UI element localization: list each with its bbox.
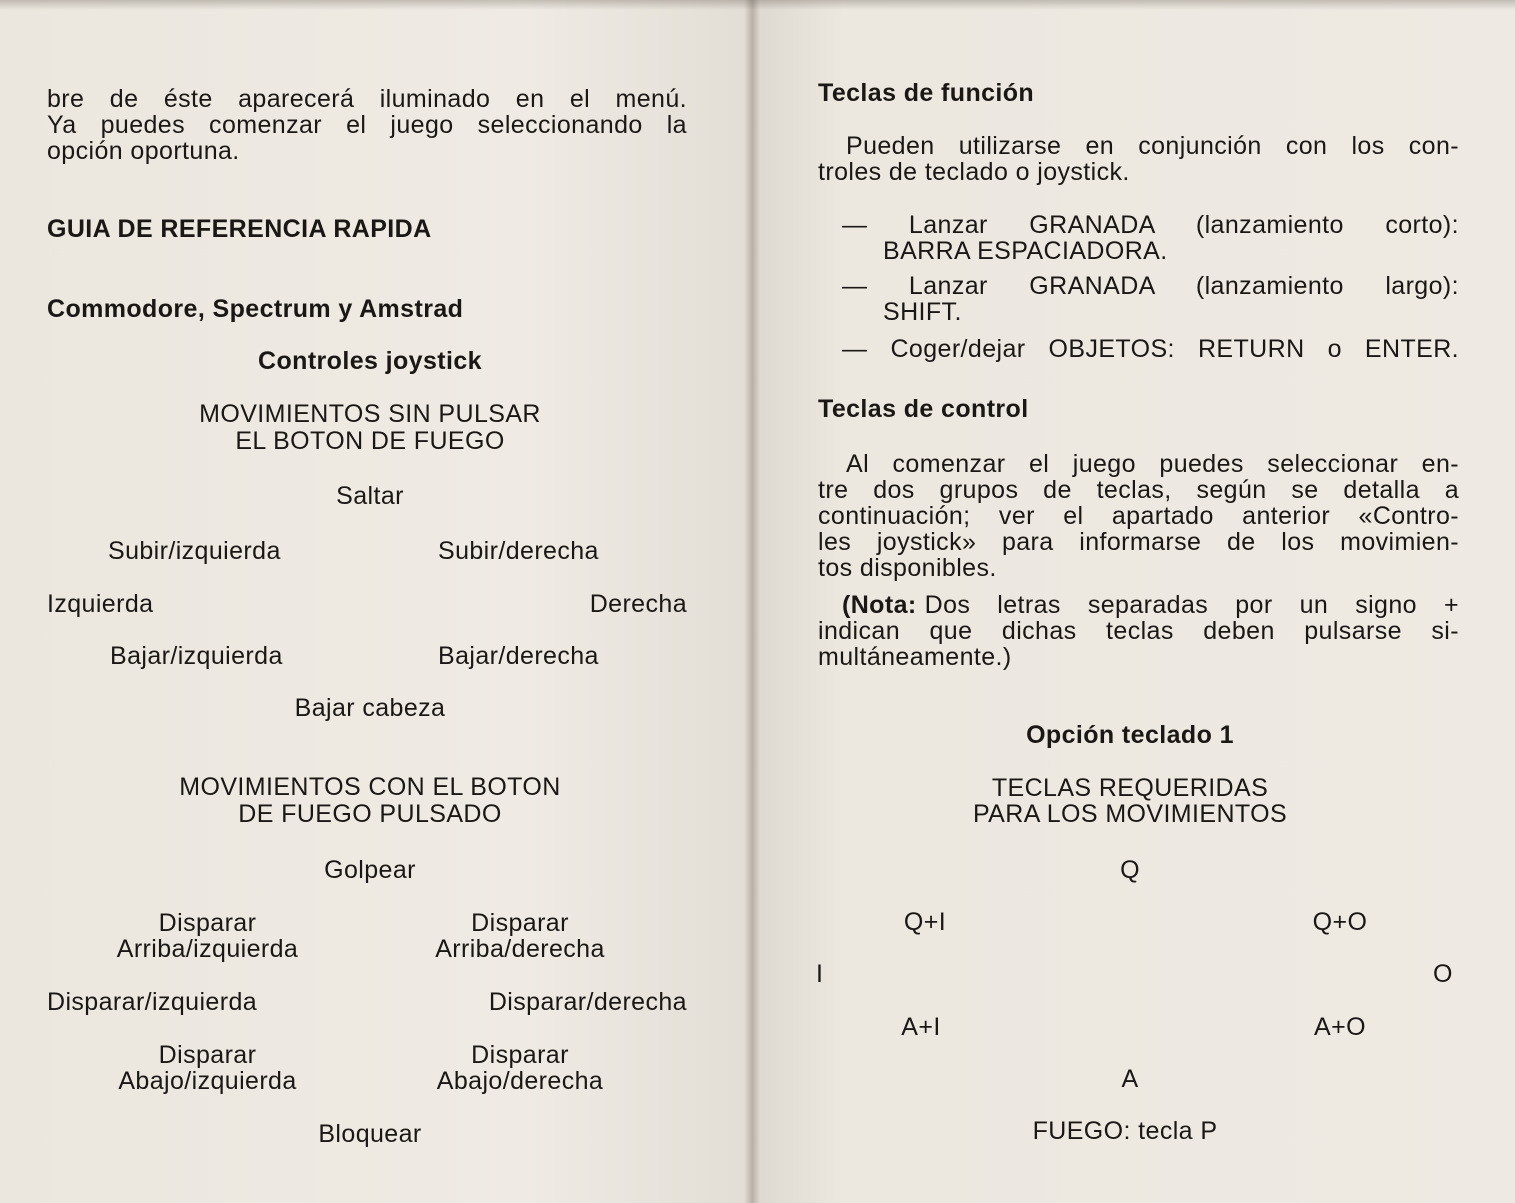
keyboard-option-title: Opción teclado 1 — [1026, 721, 1234, 749]
item-grenade-short-2: BARRA ESPACIADORA. — [883, 237, 1168, 265]
fire-heading-2: DE FUEGO PULSADO — [238, 800, 502, 828]
note-line-2: indican que dichas teclas deben pulsarse si- — [818, 617, 1459, 645]
control-text-3: continuación; ver el apartado anterior «Contro- — [818, 502, 1459, 530]
key-up-right: Q+O — [1312, 908, 1368, 936]
key-down-right: A+O — [1314, 1013, 1366, 1041]
control-text-5: tos disponibles. — [818, 554, 997, 582]
guide-title: GUIA DE REFERENCIA RAPIDA — [47, 215, 432, 243]
note-line-1 — [842, 592, 1459, 618]
key-down: A — [1121, 1065, 1139, 1093]
no-fire-left: Izquierda — [47, 590, 154, 618]
no-fire-heading-1: MOVIMIENTOS SIN PULSAR — [199, 400, 541, 428]
fire-key: FUEGO: tecla P — [1032, 1117, 1218, 1145]
item-grenade-short-1: — Lanzar GRANADA (lanzamiento corto): — [842, 211, 1459, 239]
fire-down-left-1: Disparar — [158, 1041, 257, 1069]
no-fire-down-left: Bajar/izquierda — [110, 642, 283, 670]
item-objects: — Coger/dejar OBJETOS: RETURN o ENTER. — [842, 335, 1459, 363]
required-keys-heading-1: TECLAS REQUERIDAS — [991, 774, 1269, 802]
fire-up-right-1: Disparar — [471, 909, 569, 937]
control-text-2: tre dos grupos de teclas, según se detalla a — [818, 476, 1459, 504]
fire-up-left-2: Arriba/izquierda — [116, 935, 299, 963]
fire-down-left-2: Abajo/izquierda — [118, 1067, 297, 1095]
fire-up-right-2: Arriba/derecha — [435, 935, 605, 963]
no-fire-up-right: Subir/derecha — [438, 537, 599, 565]
intro-line-1: bre de éste aparecerá iluminado en el menú. — [47, 85, 687, 113]
key-right: O — [1433, 960, 1453, 988]
joystick-controls-title: Controles joystick — [258, 347, 482, 375]
fire-left: Disparar/izquierda — [47, 988, 258, 1016]
intro-line-2: Ya puedes comenzar el juego seleccionando la — [47, 111, 687, 139]
key-left: I — [816, 960, 824, 988]
note-line-1-rest: Dos letras separadas por un signo + — [924, 591, 1459, 619]
required-keys-heading-2: PARA LOS MOVIMIENTOS — [972, 800, 1288, 828]
fire-right: Disparar/derecha — [488, 988, 687, 1016]
top-shadow — [0, 0, 1515, 10]
no-fire-down-right: Bajar/derecha — [438, 642, 599, 670]
control-keys-title: Teclas de control — [818, 395, 1029, 423]
no-fire-up-left: Subir/izquierda — [108, 537, 281, 565]
fire-down-right-1: Disparar — [471, 1041, 569, 1069]
no-fire-down: Bajar cabeza — [294, 694, 446, 722]
no-fire-up: Saltar — [336, 482, 404, 510]
control-text-4: les joystick» para informarse de los movimien- — [818, 528, 1459, 556]
note-label: (Nota: — [842, 591, 917, 619]
fire-down-right-2: Abajo/derecha — [436, 1067, 604, 1095]
key-down-left: A+I — [901, 1013, 941, 1041]
key-up-left: Q+I — [903, 908, 947, 936]
note-line-3: multáneamente.) — [818, 643, 1012, 671]
no-fire-heading-2: EL BOTON DE FUEGO — [235, 427, 505, 455]
function-keys-text-2: troles de teclado o joystick. — [818, 158, 1130, 186]
item-grenade-long-1: — Lanzar GRANADA (lanzamiento largo): — [842, 272, 1459, 300]
control-text-1: Al comenzar el juego puedes seleccionar en- — [846, 450, 1459, 478]
item-grenade-long-2: SHIFT. — [883, 298, 962, 326]
fire-down: Bloquear — [318, 1120, 422, 1148]
fire-up-left-1: Disparar — [158, 909, 257, 937]
intro-line-3: opción oportuna. — [47, 137, 240, 165]
function-keys-text-1: Pueden utilizarse en conjunción con los con- — [846, 132, 1459, 160]
function-keys-title: Teclas de función — [818, 79, 1035, 107]
platforms-heading: Commodore, Spectrum y Amstrad — [47, 295, 464, 323]
fire-up: Golpear — [324, 856, 416, 884]
key-up: Q — [1120, 856, 1140, 884]
book-gutter — [744, 0, 760, 1203]
fire-heading-1: MOVIMIENTOS CON EL BOTON — [179, 773, 561, 801]
no-fire-right: Derecha — [589, 590, 687, 618]
